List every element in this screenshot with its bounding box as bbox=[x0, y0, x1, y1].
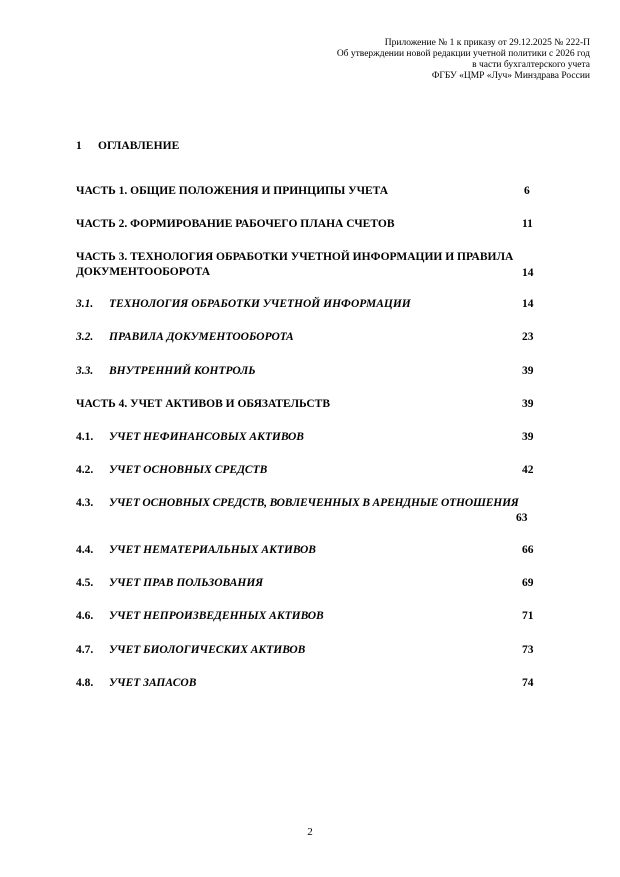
page-number: 2 bbox=[307, 826, 313, 838]
toc-entry-number: 4.3. bbox=[76, 497, 94, 509]
toc-entry-title: УЧЕТ НЕПРОИЗВЕДЕННЫХ АКТИВОВ bbox=[109, 610, 324, 622]
toc-entry-title: ЧАСТЬ 4. УЧЕТ АКТИВОВ И ОБЯЗАТЕЛЬСТВ bbox=[76, 398, 331, 410]
toc-entry-page: 39 bbox=[522, 398, 534, 410]
toc-heading bbox=[76, 140, 179, 152]
header-line: Приложение № 1 к приказу от 29.12.2025 № 222-П bbox=[384, 38, 590, 48]
toc-entry-title: УЧЕТ НЕФИНАНСОВЫХ АКТИВОВ bbox=[109, 431, 304, 443]
toc-entry-number: 4.7. bbox=[76, 644, 94, 656]
toc-entry-title: УЧЕТ ЗАПАСОВ bbox=[109, 677, 197, 689]
toc-entry-title: ПРАВИЛА ДОКУМЕНТООБОРОТА bbox=[109, 331, 294, 343]
toc-entry-title: ТЕХНОЛОГИЯ ОБРАБОТКИ УЧЕТНОЙ ИНФОРМАЦИИ bbox=[109, 298, 411, 310]
document-header bbox=[270, 38, 590, 82]
toc-entry-line-2 bbox=[76, 511, 576, 526]
toc-heading-title: ОГЛАВЛЕНИЕ bbox=[98, 140, 180, 152]
header-line: Об утверждении новой редакции учетной политики с 2026 год bbox=[336, 49, 590, 59]
toc-entry-title-line-2: ДОКУМЕНТООБОРОТА bbox=[76, 266, 211, 278]
toc-entry-number: 4.6. bbox=[76, 610, 94, 622]
toc-entry-page: 73 bbox=[522, 644, 534, 656]
toc-entry-number: 3.3. bbox=[76, 365, 94, 377]
toc-entry-title: УЧЕТ НЕМАТЕРИАЛЬНЫХ АКТИВОВ bbox=[109, 544, 316, 556]
toc-entry-title: ЧАСТЬ 1. ОБЩИЕ ПОЛОЖЕНИЯ И ПРИНЦИПЫ УЧЕТА bbox=[76, 185, 389, 197]
toc-entry-4-6[interactable] bbox=[76, 609, 556, 624]
toc-entry-page: 6 bbox=[524, 185, 530, 197]
toc-entry-page: 66 bbox=[522, 544, 534, 556]
toc-entry-3-3[interactable] bbox=[76, 364, 556, 379]
toc-entry-number: 4.2. bbox=[76, 464, 94, 476]
toc-entry-number: 4.8. bbox=[76, 677, 94, 689]
toc-entry-part-4[interactable] bbox=[76, 397, 556, 412]
toc-entry-page: 63 bbox=[516, 512, 528, 524]
toc-entry-page: 74 bbox=[522, 677, 534, 689]
toc-entry-4-5[interactable] bbox=[76, 576, 556, 591]
toc-entry-title: УЧЕТ ПРАВ ПОЛЬЗОВАНИЯ bbox=[109, 577, 264, 589]
toc-entry-title: ЧАСТЬ 2. ФОРМИРОВАНИЕ РАБОЧЕГО ПЛАНА СЧЕТОВ bbox=[76, 218, 395, 230]
toc-entry-4-8[interactable] bbox=[76, 676, 556, 691]
toc-entry-page: 14 bbox=[522, 298, 534, 310]
toc-entry-title: УЧЕТ БИОЛОГИЧЕСКИХ АКТИВОВ bbox=[109, 644, 306, 656]
toc-entry-number: 3.2. bbox=[76, 331, 94, 343]
toc-entry-3-1[interactable] bbox=[76, 297, 556, 312]
toc-entry-4-4[interactable] bbox=[76, 543, 556, 558]
toc-entry-part-3[interactable] bbox=[76, 250, 556, 280]
toc-entry-page: 23 bbox=[522, 331, 534, 343]
toc-entry-page: 69 bbox=[522, 577, 534, 589]
header-line: ФГБУ «ЦМР «Луч» Минздрава России bbox=[431, 71, 590, 81]
toc-entry-title: УЧЕТ ОСНОВНЫХ СРЕДСТВ bbox=[109, 464, 268, 476]
toc-entry-4-7[interactable] bbox=[76, 643, 556, 658]
toc-entry-number: 4.1. bbox=[76, 431, 94, 443]
header-line: в части бухгалтерского учета bbox=[472, 60, 590, 70]
toc-entry-page: 39 bbox=[522, 365, 534, 377]
toc-entry-4-1[interactable] bbox=[76, 430, 556, 445]
toc-entry-page: 11 bbox=[522, 218, 533, 230]
toc-entry-4-3[interactable] bbox=[76, 496, 576, 526]
toc-heading-number: 1 bbox=[76, 140, 82, 152]
toc-entry-number: 3.1. bbox=[76, 298, 94, 310]
toc-entry-line-1 bbox=[76, 496, 576, 511]
toc-entry-part-2[interactable] bbox=[76, 217, 556, 232]
toc-entry-part-1[interactable] bbox=[76, 184, 556, 199]
toc-entry-number: 4.5. bbox=[76, 577, 94, 589]
toc-entry-page: 42 bbox=[522, 464, 534, 476]
toc-entry-page: 39 bbox=[522, 431, 534, 443]
toc-entry-4-2[interactable] bbox=[76, 463, 556, 478]
toc-entry-title-line-1: ЧАСТЬ 3. ТЕХНОЛОГИЯ ОБРАБОТКИ УЧЕТНОЙ ИНФОРМАЦИИ И ПРАВИЛА bbox=[76, 251, 514, 263]
toc-entry-page: 71 bbox=[522, 610, 534, 622]
toc-entry-3-2[interactable] bbox=[76, 330, 556, 345]
toc-entry-number: 4.4. bbox=[76, 544, 94, 556]
toc-entry-title: ВНУТРЕННИЙ КОНТРОЛЬ bbox=[109, 365, 256, 377]
toc-entry-title: УЧЕТ ОСНОВНЫХ СРЕДСТВ, ВОВЛЕЧЕННЫХ В АРЕНДНЫЕ ОТНОШЕНИЯ bbox=[109, 497, 519, 509]
toc-entry-line-2 bbox=[76, 265, 556, 280]
toc-entry-page: 14 bbox=[522, 267, 534, 279]
